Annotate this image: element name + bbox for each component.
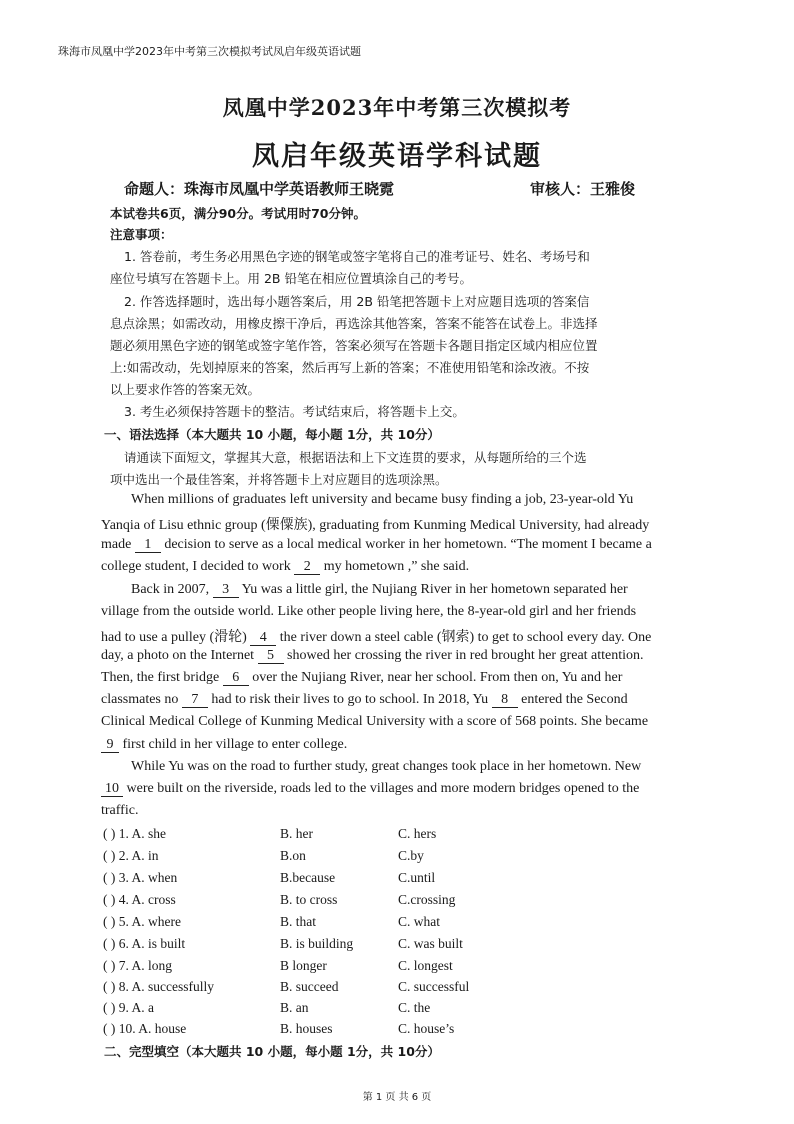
passage-line: 9 first child in her village to enter college. <box>101 737 347 753</box>
blank-8: 8 <box>492 693 518 708</box>
notice-line: 3. 考生必须保持答题卡的整洁。考试结束后，将答题卡上交。 <box>124 404 465 419</box>
author: 命题人：珠海市凤凰中学英语教师王晓霓 <box>124 180 395 198</box>
blank-2: 2 <box>294 560 320 575</box>
passage-line: classmates no 7 had to risk their lives to go to school. In 2018, Yu 8 entered the Second <box>101 692 628 707</box>
question-5-c: C. what <box>398 914 440 929</box>
question-7-b: B longer <box>280 958 327 973</box>
question-9-c: C. the <box>398 1000 431 1015</box>
blank-1: 1 <box>135 538 161 553</box>
blank-5: 5 <box>258 649 284 664</box>
question-8-a: ( ) 8. A. successfully <box>103 979 214 994</box>
question-4-c: C.crossing <box>398 892 456 907</box>
question-9-b: B. an <box>280 1000 309 1015</box>
question-3-a: ( ) 3. A. when <box>103 870 178 885</box>
passage-line: Clinical Medical College of Kunming Medical University with a score of 568 points. She became <box>101 714 649 729</box>
reviewer: 审核人：王雅俊 <box>530 180 636 198</box>
passage-line: village from the outside world. Like other people living here, the 8-year-old girl and her friends <box>101 604 637 619</box>
passage-line: When millions of graduates left university and became busy finding a job, 23-year-old Yu <box>131 492 634 507</box>
passage-line: college student, I decided to work 2 my hometown ,” she said. <box>101 559 470 574</box>
question-5-a: ( ) 5. A. where <box>103 914 181 929</box>
blank-7: 7 <box>182 693 208 708</box>
notice-line: 题必须用黑色字迹的钢笔或签字笔作答，答案必须写在答题卡各题目指定区域内相应位置 <box>110 338 598 353</box>
passage-line: Yanqia of Lisu ethnic group (傈僳族), graduating from Kunming Medical University, had already <box>101 518 650 533</box>
question-3-c: C.until <box>398 870 436 885</box>
passage-line: Back in 2007, 3 Yu was a little girl, the Nujiang River in her hometown separated her <box>131 582 628 597</box>
question-2-b: B.on <box>280 848 306 863</box>
blank-4: 4 <box>250 631 276 646</box>
question-1-b: B. her <box>280 826 313 841</box>
blank-6: 6 <box>223 671 249 686</box>
question-4-b: B. to cross <box>280 892 338 907</box>
running-header: 珠海市凤凰中学2023年中考第三次模拟考试凤启年级英语试题 <box>58 45 361 58</box>
notice-line: 2. 作答选择题时，选出每小题答案后，用 2B 铅笔把答题卡上对应题目选项的答案信 <box>124 294 590 309</box>
question-7-a: ( ) 7. A. long <box>103 958 172 973</box>
question-10-a: ( ) 10. A. house <box>103 1021 187 1036</box>
question-5-b: B. that <box>280 914 316 929</box>
page-footer: 第 1 页 共 6 页 <box>362 1092 432 1103</box>
question-3-b: B.because <box>280 870 336 885</box>
question-1-c: C. hers <box>398 826 437 841</box>
passage-line: day, a photo on the Internet 5 showed her crossing the river in red brought her great attention. <box>101 648 644 663</box>
section-1-instruction: 项中选出一个最佳答案，并将答题卡上对应题目的选项涂黑。 <box>110 472 448 487</box>
blank-9: 9 <box>101 738 119 753</box>
question-8-c: C. successful <box>398 979 470 994</box>
question-10-c: C. house’s <box>398 1021 455 1036</box>
blank-3: 3 <box>213 583 239 598</box>
notice-line: 上:如需改动，先划掉原来的答案，然后再写上新的答案；不准使用铅笔和涂改液。不按 <box>110 360 590 375</box>
passage-line: had to use a pulley (滑轮) 4 the river down a steel cable (钢索) to get to school every day. One <box>101 630 652 645</box>
title-line-1: 凤凰中学2023年中考第三次模拟考 <box>222 95 572 120</box>
exam-info: 本试卷共6页，满分90分。考试用时70分钟。 <box>110 206 366 221</box>
question-9-a: ( ) 9. A. a <box>103 1000 154 1015</box>
question-6-b: B. is building <box>280 936 354 951</box>
notice-line: 座位号填写在答题卡上。用 2B 铅笔在相应位置填涂自己的考号。 <box>110 271 472 286</box>
question-7-c: C. longest <box>398 958 453 973</box>
question-4-a: ( ) 4. A. cross <box>103 892 176 907</box>
notice-line: 息点涂黑；如需改动，用橡皮擦干净后，再选涂其他答案，答案不能答在试卷上。非选择 <box>110 316 598 331</box>
title-line-2: 凤启年级英语学科试题 <box>252 141 542 172</box>
passage-line: traffic. <box>101 803 139 818</box>
passage-line: 10 were built on the riverside, roads led to the villages and more modern bridges opened to the <box>101 781 639 797</box>
section-2-heading: 二、完型填空（本大题共 10 小题，每小题 1分，共 10分） <box>104 1044 440 1059</box>
passage-line: Then, the first bridge 6 over the Nujiang River, near her school. From then on, Yu and her <box>101 670 623 685</box>
blank-10: 10 <box>101 782 123 797</box>
question-2-a: ( ) 2. A. in <box>103 848 159 863</box>
question-6-c: C. was built <box>398 936 463 951</box>
question-1-a: ( ) 1. A. she <box>103 826 166 841</box>
question-10-b: B. houses <box>280 1021 333 1036</box>
notice-heading: 注意事项： <box>110 227 173 242</box>
passage-line: made 1 decision to serve as a local medical worker in her hometown. “The moment I became a <box>101 537 652 552</box>
notice-line: 1. 答卷前，考生务必用黑色字迹的钢笔或签字笔将自己的准考证号、姓名、考场号和 <box>124 249 590 264</box>
section-1-heading: 一、语法选择（本大题共 10 小题，每小题 1分，共 10分） <box>104 427 440 442</box>
notice-line: 以上要求作答的答案无效。 <box>110 382 261 397</box>
question-2-c: C.by <box>398 848 424 863</box>
question-6-a: ( ) 6. A. is built <box>103 936 186 951</box>
section-1-instruction: 请通读下面短文，掌握其大意，根据语法和上下文连贯的要求，从每题所给的三个选 <box>124 450 587 465</box>
passage-line: While Yu was on the road to further study, great changes took place in her hometown. New <box>131 759 642 774</box>
question-8-b: B. succeed <box>280 979 339 994</box>
